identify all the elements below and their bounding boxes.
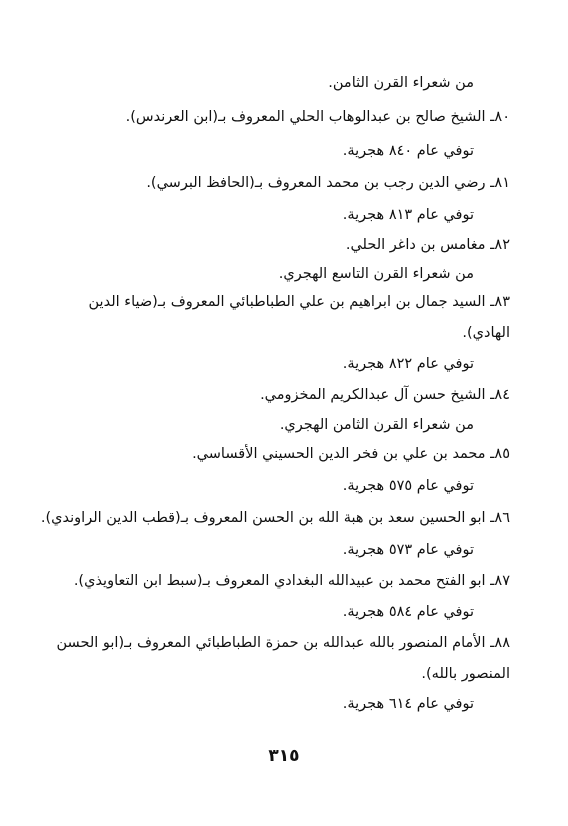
page-number: ٣١٥ xyxy=(268,746,300,766)
death-year-line: توفي عام ٦١٤ هجرية. xyxy=(342,696,474,712)
death-year-line: توفي عام ٨٤٠ هجرية. xyxy=(342,143,474,159)
entry-82: ٨٢ـ مغامس بن داغر الحلي. xyxy=(345,237,510,253)
entry-81: ٨١ـ رضي الدين رجب بن محمد المعروف بـ(الحافظ البرسي). xyxy=(146,175,510,191)
death-year-line: توفي عام ٥٧٥ هجرية. xyxy=(342,478,474,494)
entry-83-continuation: الهادي). xyxy=(462,325,510,341)
entry-87: ٨٧ـ ابو الفتح محمد بن عبيدالله البغدادي المعروف بـ(سبط ابن التعاويذي). xyxy=(73,573,510,589)
death-year-line: توفي عام ٥٧٣ هجرية. xyxy=(342,542,474,558)
entry-85: ٨٥ـ محمد بن علي بن فخر الدين الحسيني الأقساسي. xyxy=(192,446,510,462)
entry-86: ٨٦ـ ابو الحسين سعد بن هبة الله بن الحسن المعروف بـ(قطب الدين الراوندي). xyxy=(40,510,510,526)
text-line: من شعراء القرن التاسع الهجري. xyxy=(278,266,474,282)
text-line: من شعراء القرن الثامن الهجري. xyxy=(279,417,474,433)
death-year-line: توفي عام ٥٨٤ هجرية. xyxy=(342,604,474,620)
entry-83: ٨٣ـ السيد جمال بن ابراهيم بن علي الطباطبائي المعروف بـ(ضياء الدين xyxy=(88,294,510,310)
death-year-line: توفي عام ٨٢٢ هجرية. xyxy=(342,356,474,372)
death-year-line: توفي عام ٨١٣ هجرية. xyxy=(342,207,474,223)
entry-84: ٨٤ـ الشيخ حسن آل عبدالكريم المخزومي. xyxy=(260,387,510,403)
entry-80: ٨٠ـ الشيخ صالح بن عبدالوهاب الحلي المعروف بـ(ابن العرندس). xyxy=(125,109,510,125)
text-line: من شعراء القرن الثامن. xyxy=(328,75,474,91)
entry-88: ٨٨ـ الأمام المنصور بالله عبدالله بن حمزة الطباطبائي المعروف بـ(ابو الحسن xyxy=(56,635,510,651)
entry-88-continuation: المنصور بالله). xyxy=(421,666,510,682)
